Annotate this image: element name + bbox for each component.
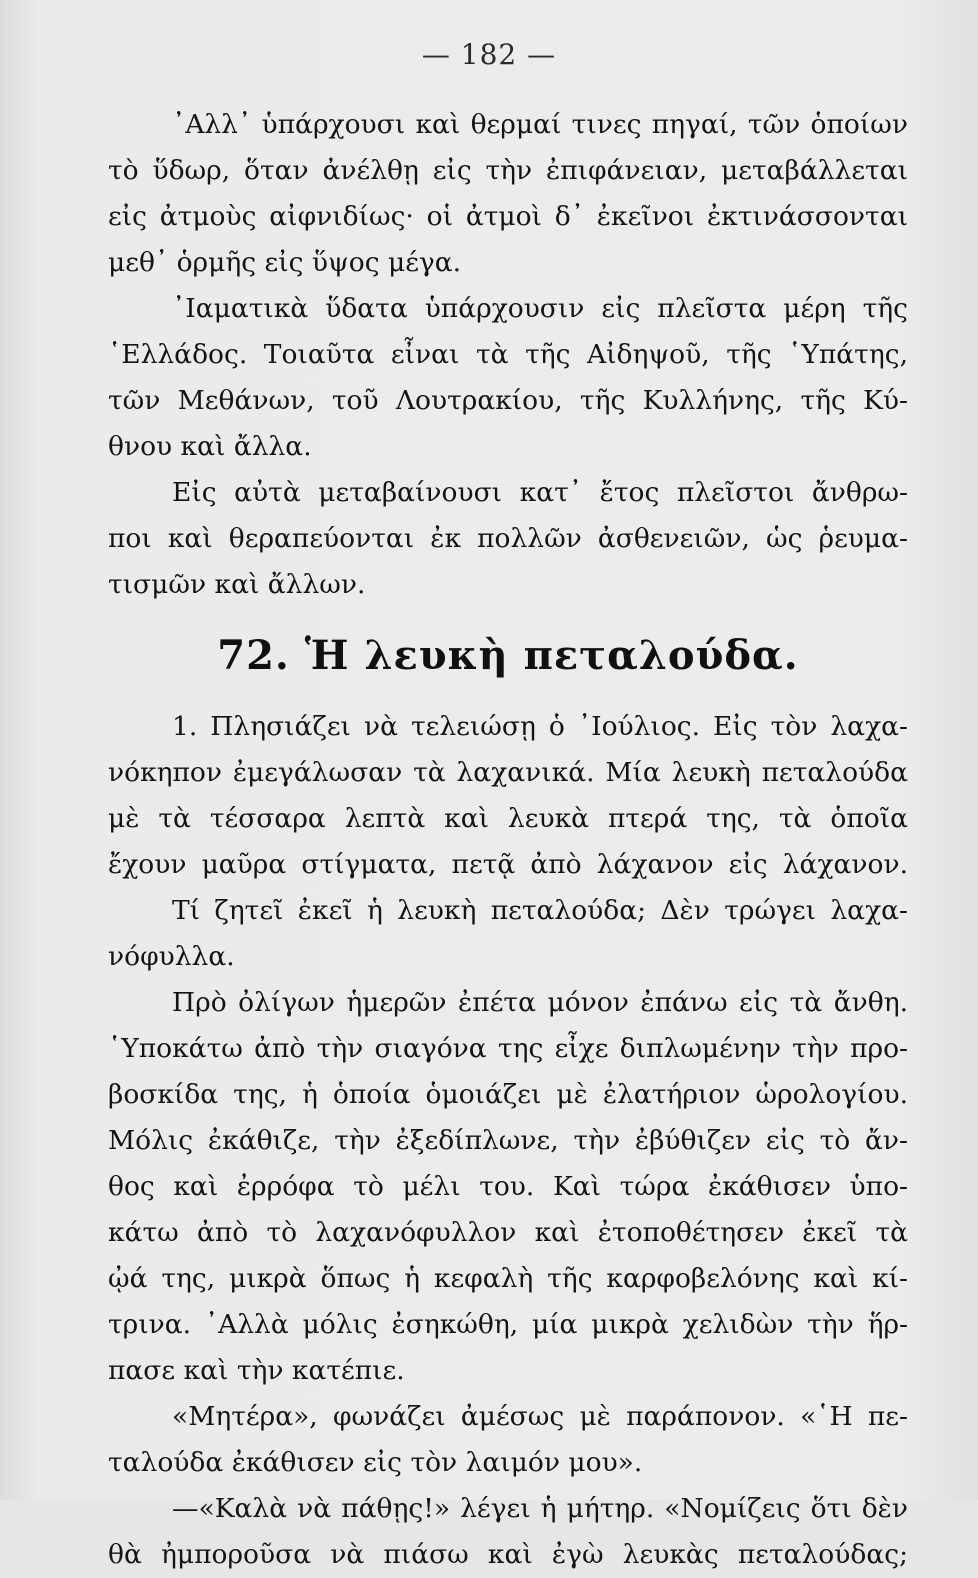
text-line: «Μητέρα», φωνάζει ἀμέσως μὲ παράπονον. «῾Η πε- (172, 1401, 908, 1432)
text-line: ταλούδα ἐκάθισεν εἰς τὸν λαιμόν μου». (108, 1447, 643, 1478)
text-line: ῾Ελλάδος. Τοιαῦτα εἶναι τὰ τῆς Αἰδηψοῦ, τῆς ῾Υπάτης, (108, 339, 908, 370)
page-number: — 182 — (421, 38, 557, 71)
text-line: κάτω ἀπὸ τὸ λαχανόφυλλον καὶ ἐτοποθέτησεν ἐκεῖ τὰ (108, 1217, 908, 1248)
text-line: μὲ τὰ τέσσαρα λεπτὰ καὶ λευκὰ πτερά της, τὰ ὁποῖα (108, 803, 908, 834)
text-line: μεθ᾿ ὁρμῆς εἰς ὕψος μέγα. (108, 247, 462, 278)
text-line: νόκηπον ἐμεγάλωσαν τὰ λαχανικά. Μία λευκὴ πεταλούδα (108, 757, 908, 788)
text-line: θὰ ἠμποροῦσα νὰ πιάσω καὶ ἐγὼ λευκὰς πεταλούδας; (108, 1539, 908, 1570)
text-line: θνου καὶ ἄλλα. (108, 431, 312, 462)
text-line: τῶν Μεθάνων, τοῦ Λουτρακίου, τῆς Κυλλήνης, τῆς Κύ- (108, 385, 908, 416)
text-line: Τί ζητεῖ ἐκεῖ ἡ λευκὴ πεταλούδα; Δὲν τρώγει λαχα- (172, 895, 908, 926)
text-line: εἰς ἀτμοὺς αἰφνιδίως· οἱ ἀτμοὶ δ᾿ ἐκεῖνοι ἐκτινάσσονται (108, 201, 908, 232)
page-body (108, 102, 908, 1578)
text-line: θος καὶ ἐρρόφα τὸ μέλι του. Καὶ τώρα ἐκάθισεν ὑπο- (108, 1171, 908, 1202)
text-line: Πρὸ ὀλίγων ἡμερῶν ἐπέτα μόνον ἐπάνω εἰς τὰ ἄνθη. (172, 987, 908, 1018)
introductory-paragraphs (108, 102, 908, 608)
text-line: νόφυλλα. (108, 941, 235, 972)
text-line: Μόλις ἐκάθιζε, τὴν ἐξεδίπλωνε, τὴν ἐβύθιζεν εἰς τὸ ἄν- (108, 1125, 908, 1156)
text-line: τισμῶν καὶ ἄλλων. (108, 569, 366, 600)
section-title: 72. Ἡ λευκὴ πεταλούδα. (217, 632, 799, 679)
text-line: ᾠά της, μικρὰ ὅπως ἡ κεφαλὴ τῆς καρφοβελόνης καὶ κί- (108, 1263, 908, 1294)
text-line: βοσκίδα της, ἡ ὁποία ὁμοιάζει μὲ ἐλατήριον ὡρολογίου. (108, 1079, 908, 1110)
text-line: ἔχουν μαῦρα στίγματα, πετᾷ ἀπὸ λάχανον εἰς λάχανον. (108, 849, 908, 880)
text-line: ποι καὶ θεραπεύονται ἐκ πολλῶν ἀσθενειῶν, ὡς ῥευμα- (108, 523, 908, 554)
text-line: Εἰς αὐτὰ μεταβαίνουσι κατ᾿ ἔτος πλεῖστοι ἄνθρω- (172, 477, 908, 508)
text-line: 1. Πλησιάζει νὰ τελειώσῃ ὁ ᾿Ιούλιος. Εἰς τὸν λαχα- (172, 711, 908, 742)
text-line: τὸ ὕδωρ, ὅταν ἀνέλθῃ εἰς τὴν ἐπιφάνειαν, μεταβάλλεται (108, 155, 908, 186)
text-line: πασε καὶ τὴν κατέπιε. (108, 1355, 405, 1386)
text-line: —«Καλὰ νὰ πάθῃς!» λέγει ἡ μήτηρ. «Νομίζεις ὅτι δὲν (172, 1493, 908, 1524)
text-line: ᾿Ιαματικὰ ὕδατα ὑπάρχουσιν εἰς πλεῖστα μέρη τῆς (172, 293, 908, 324)
text-line: ῾Υποκάτω ἀπὸ τὴν σιαγόνα της εἶχε διπλωμένην τὴν προ- (108, 1033, 908, 1064)
text-line: ᾿Αλλ᾿ ὑπάρχουσι καὶ θερμαί τινες πηγαί, τῶν ὁποίων (172, 109, 908, 140)
text-line: τρινα. ᾿Αλλὰ μόλις ἐσηκώθη, μία μικρὰ χελιδὼν τὴν ἥρ- (108, 1309, 908, 1340)
story-paragraphs (108, 704, 908, 1578)
